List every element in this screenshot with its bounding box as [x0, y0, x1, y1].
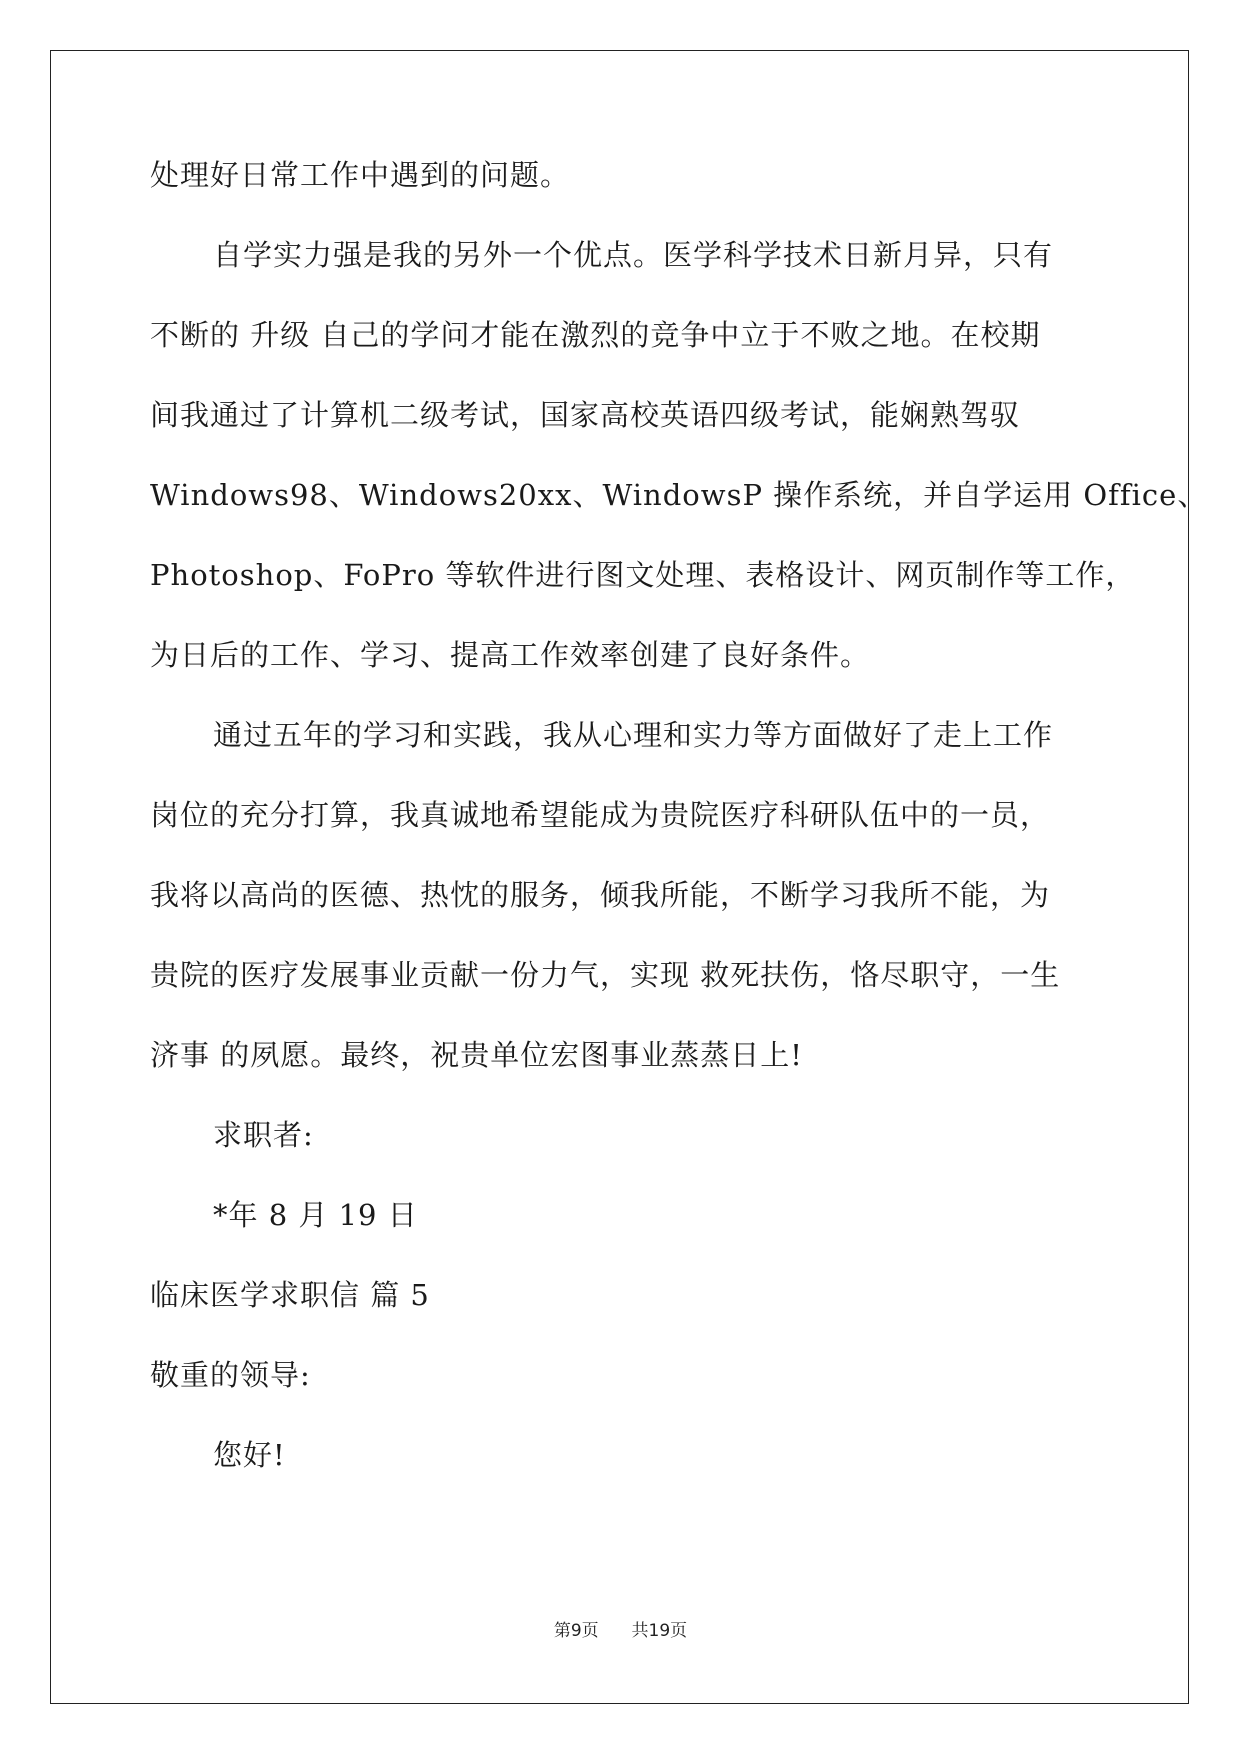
text-line: 处理好日常工作中遇到的问题。	[150, 158, 571, 192]
text-line: 自学实力强是我的另外一个优点。医学科学技术日新月异，只有	[213, 238, 1054, 272]
signature-label: 求职者:	[213, 1118, 314, 1152]
text-line: 我将以高尚的医德、热忱的服务，倾我所能，不断学习我所不能，为	[150, 878, 1051, 912]
page-footer	[0, 1616, 1241, 1641]
section-heading: 临床医学求职信 篇 5	[150, 1278, 430, 1312]
total-page-count: 共19页	[631, 1621, 688, 1641]
text-line: 贵院的医疗发展事业贡献一份力气，实现 救死扶伤，恪尽职守，一生	[150, 958, 1061, 992]
current-page-number: 第9页	[553, 1621, 599, 1641]
text-line: Photoshop、FoPro 等软件进行图文处理、表格设计、网页制作等工作，	[150, 558, 1136, 592]
text-line: 不断的 升级 自己的学问才能在激烈的竞争中立于不败之地。在校期	[150, 318, 1041, 352]
text-line: 通过五年的学习和实践，我从心理和实力等方面做好了走上工作	[213, 718, 1054, 752]
date-line: *年 8 月 19 日	[213, 1198, 418, 1232]
text-line: Windows98、Windows20xx、WindowsP 操作系统，并自学运用 Office、	[150, 478, 1208, 512]
document-body	[150, 158, 1208, 1520]
text-line: 间我通过了计算机二级考试，国家高校英语四级考试，能娴熟驾驭	[150, 398, 1021, 432]
text-line: 为日后的工作、学习、提高工作效率创建了良好条件。	[150, 638, 871, 672]
text-line: 岗位的充分打算，我真诚地希望能成为贵院医疗科研队伍中的一员，	[150, 798, 1051, 832]
text-line: 济事 的夙愿。最终，祝贵单位宏图事业蒸蒸日上!	[150, 1038, 803, 1072]
salutation: 敬重的领导:	[150, 1358, 311, 1392]
greeting: 您好!	[213, 1438, 286, 1472]
